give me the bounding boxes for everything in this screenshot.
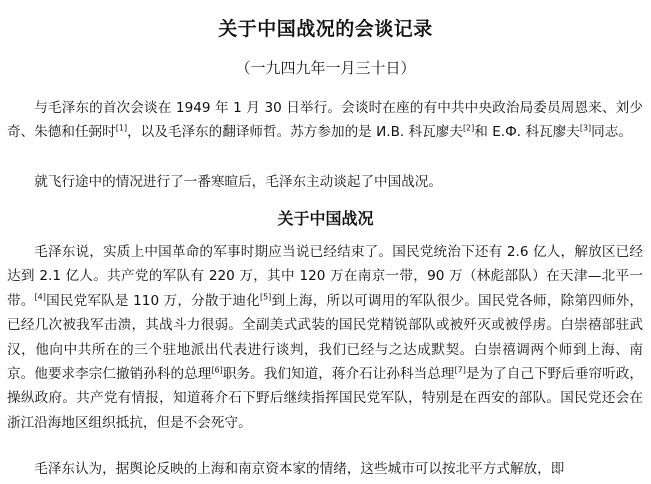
section-heading: 关于中国战况 [277, 209, 374, 228]
paragraph-text: 毛泽东认为，据舆论反映的上海和南京资本家的情绪，这些城市可以按北平方式解放，即 [34, 461, 565, 477]
footnote-ref[interactable]: [1] [115, 123, 128, 133]
document-title: 关于中国战况的会谈记录 [218, 18, 433, 40]
paragraph-text: 与毛泽东的首次会谈在 1949 年 1 月 30 日举行。会谈时在座的有中共中央政治局委员周恩来、刘少奇、朱德和任弼时 [7, 100, 643, 141]
paragraph-text: 国民党军队是 110 万，分散于迪化 [45, 292, 260, 309]
paragraph-text: 到上海，所以可调用的军队很少。国民党各师，除第四师外，已经几次被我军击溃，其战斗力很弱。全副美式武装的国民党精锐部队或被歼灭或被俘虏。白崇禧部驻武汉，他向中共所在的三个驻地派出代表进行谈判，我们已经与之达成默契。白崇禧调两个师到上海、南京。他要求李宗仁撤销孙科的总理 [7, 292, 644, 383]
paragraph-text: 同志。 [591, 124, 632, 141]
paragraph-text: 职务。我们知道，蒋介石让孙科当总理 [222, 366, 455, 383]
footnote-ref[interactable]: [3] [579, 123, 592, 133]
footnote-ref[interactable]: [6] [211, 365, 223, 375]
footnote-ref[interactable]: [5] [259, 292, 272, 302]
paragraph-war-situation [7, 240, 643, 435]
footnote-ref[interactable]: [7] [454, 365, 466, 375]
paragraph-text: 毛泽东说，实质上中国革命的军事时期应当说已经结束了。国民党统治下还有 2.6 亿人，解放区已经达到 2.1 亿人。共产党的军队有 220 万，其中 120 万在南京一带，90 万（林彪部队）在天津—北平一带。 [7, 244, 643, 309]
footnote-ref[interactable]: [2] [462, 123, 475, 133]
paragraph-text: ，以及毛泽东的翻译师哲。苏方参加的是 И.В. 科瓦廖夫 [127, 124, 463, 141]
paragraph-capitalists [7, 457, 643, 481]
footnote-ref[interactable]: [4] [34, 292, 46, 302]
paragraph-greeting [7, 170, 643, 194]
paragraph-text: 和 Е.Ф. 科瓦廖夫 [474, 124, 580, 141]
paragraph-intro [7, 96, 643, 145]
document-date: （一九四九年一月三十日） [235, 59, 416, 77]
paragraph-text: 就飞行途中的情况进行了一番寒暄后，毛泽东主动谈起了中国战况。 [34, 174, 442, 190]
paragraph-text: 是为了自己下野后垂帘听政，操纵政府。共产党有情报，知道蒋介石下野后继续指挥国民党军队，特别是在西安的部队。国民党还会在浙江沿海地区组织抵抗，但是不会死守。 [7, 366, 644, 431]
